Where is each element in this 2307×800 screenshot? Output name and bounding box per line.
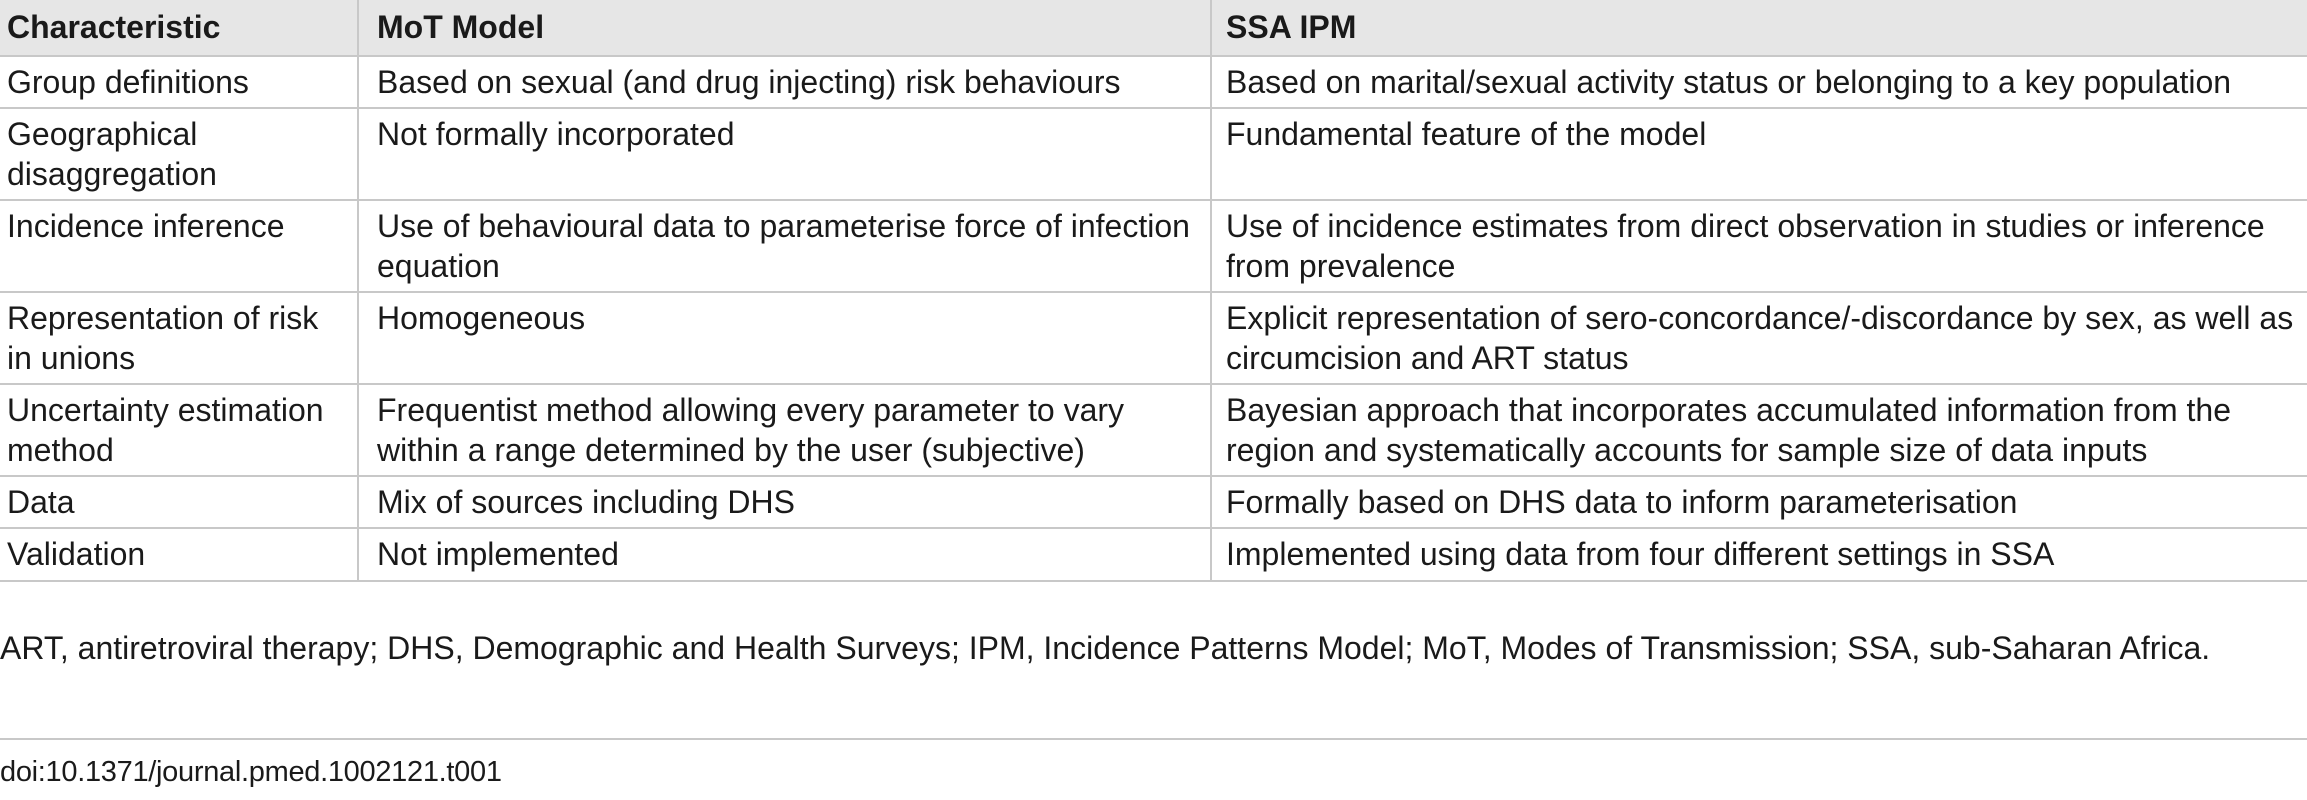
cell-characteristic: Uncertainty estimation method <box>0 384 358 476</box>
table-row <box>0 108 2307 200</box>
cell-ssa-ipm: Explicit representation of sero-concordance/-discordance by sex, as well as circumcision and ART status <box>1211 292 2307 384</box>
doi-label: doi:10.1371/journal.pmed.1002121.t001 <box>0 756 502 788</box>
cell-characteristic: Data <box>0 476 358 528</box>
cell-ssa-ipm: Use of incidence estimates from direct observation in studies or inference from prevalence <box>1211 200 2307 292</box>
cell-mot-model: Mix of sources including DHS <box>358 476 1211 528</box>
table-footnote: ART, antiretroviral therapy; DHS, Demographic and Health Surveys; IPM, Incidence Patterns Model; MoT, Modes of Transmission; SSA, sub-Saharan Africa. <box>0 630 2211 666</box>
cell-mot-model: Not implemented <box>358 528 1211 581</box>
header-ssa-ipm: SSA IPM <box>1211 0 2307 56</box>
table-row <box>0 528 2307 581</box>
table-header-row <box>0 0 2307 56</box>
cell-characteristic: Group definitions <box>0 56 358 108</box>
cell-characteristic: Geographical disaggregation <box>0 108 358 200</box>
cell-ssa-ipm: Fundamental feature of the model <box>1211 108 2307 200</box>
footnote-divider <box>0 738 2307 740</box>
cell-ssa-ipm: Formally based on DHS data to inform parameterisation <box>1211 476 2307 528</box>
cell-ssa-ipm: Based on marital/sexual activity status or belonging to a key population <box>1211 56 2307 108</box>
cell-mot-model: Based on sexual (and drug injecting) risk behaviours <box>358 56 1211 108</box>
cell-characteristic: Incidence inference <box>0 200 358 292</box>
cell-ssa-ipm: Implemented using data from four different settings in SSA <box>1211 528 2307 581</box>
cell-mot-model: Homogeneous <box>358 292 1211 384</box>
cell-mot-model: Frequentist method allowing every parameter to vary within a range determined by the user (subjective) <box>358 384 1211 476</box>
cell-characteristic: Validation <box>0 528 358 581</box>
cell-characteristic: Representation of risk in unions <box>0 292 358 384</box>
cell-mot-model: Use of behavioural data to parameterise force of infection equation <box>358 200 1211 292</box>
table-row <box>0 200 2307 292</box>
header-characteristic: Characteristic <box>0 0 358 56</box>
table-row <box>0 476 2307 528</box>
header-mot-model: MoT Model <box>358 0 1211 56</box>
cell-mot-model: Not formally incorporated <box>358 108 1211 200</box>
table-row <box>0 384 2307 476</box>
cell-ssa-ipm: Bayesian approach that incorporates accumulated information from the region and systematically accounts for sample size of data inputs <box>1211 384 2307 476</box>
table-row <box>0 56 2307 108</box>
table-row <box>0 292 2307 384</box>
